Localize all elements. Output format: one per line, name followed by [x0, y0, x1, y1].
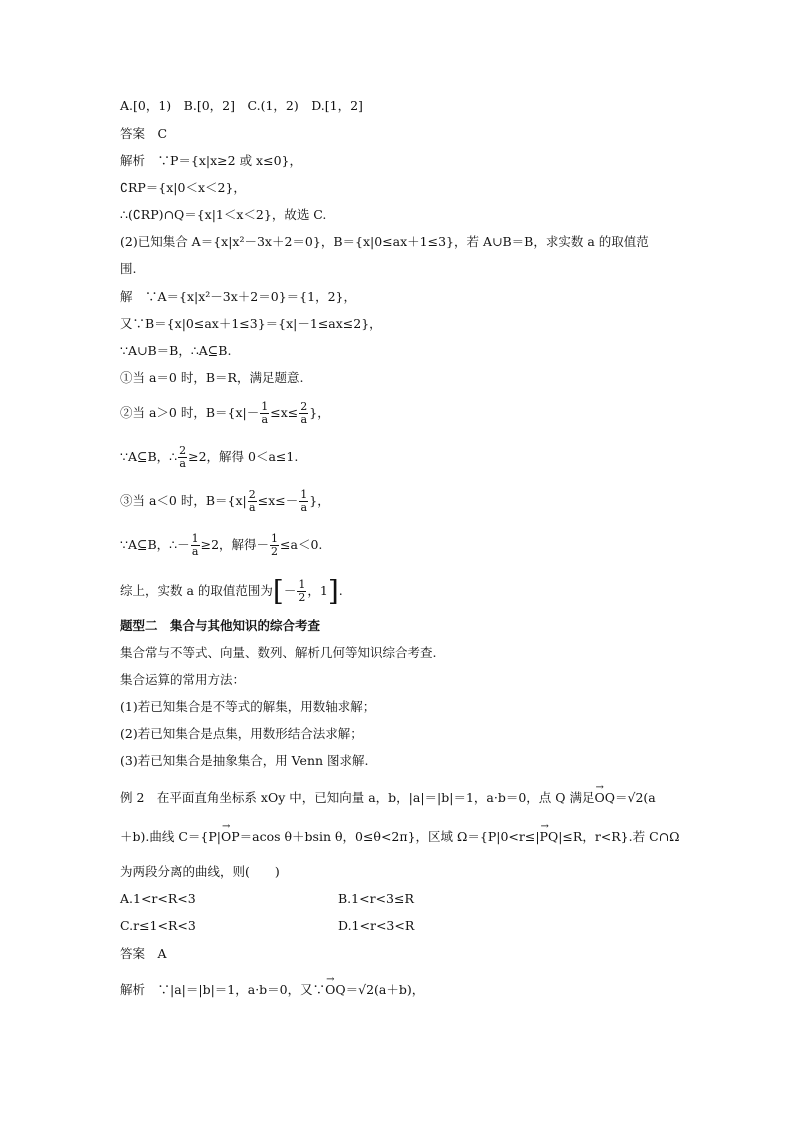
solution-line-4: ①当 a＝0 时，B＝R，满足题意. [120, 370, 304, 385]
fraction: $\frac{1}{a}$ [300, 488, 308, 514]
solution-conclusion: 综上，实数 a 的取值范围为[－ $\frac{1}{2}$ ，1]. [120, 574, 343, 608]
fraction: $\frac{2}{a}$ [179, 444, 187, 470]
vector-oq: → OQ [595, 790, 616, 806]
solution-line-1: 解 ∵A＝{x|x²－3x＋2＝0}＝{1，2}， [120, 289, 356, 304]
example-line-2: ＋b).曲线 C＝{P|→ OP＝acos θ＋bsin θ，0≤θ<2π}，区域 Ω＝{P|0<r≤|→ PQ|≤R，r<R}.若 C∩Ω [120, 829, 679, 845]
answer-label-2: 答案 A [120, 946, 167, 961]
option-d: D.1<r<3<R [338, 918, 415, 933]
analysis-line-4: 解析 ∵|a|＝|b|＝1，a·b＝0，又∵→ OQ＝√2(a＋b)， [120, 982, 424, 998]
fraction: $\frac{1}{2}$ [271, 532, 279, 558]
paragraph-1: 集合常与不等式、向量、数列、解析几何等知识综合考查. [120, 645, 437, 660]
solution-line-5: ②当 a＞0 时，B＝{x|－ $\frac{1}{a}$ ≤x≤ $\frac{2}{a}$ }， [120, 400, 330, 426]
solution-line-2: 又∵B＝{x|0≤ax＋1≤3}＝{x|－1≤ax≤2}， [120, 316, 382, 331]
left-bracket: [ [272, 574, 284, 608]
question-2-line-1: (2)已知集合 A＝{x|x²－3x＋2＝0}，B＝{x|0≤ax＋1≤3}，若 A∪B＝B，求实数 a 的取值范 [120, 234, 649, 249]
fraction: $\frac{1}{a}$ [191, 532, 199, 558]
vector-oq: → OQ [325, 982, 346, 998]
analysis-line-3: ∴(∁RP)∩Q＝{x|1＜x＜2}，故选 C. [120, 207, 327, 222]
solution-line-6: ∵A⊆B，∴ $\frac{2}{a}$ ≥2，解得 0＜a≤1. [120, 444, 299, 470]
paragraph-5: (3)若已知集合是抽象集合，用 Venn 图求解. [120, 753, 369, 768]
options-line: A.[0，1) B.[0，2] C.(1，2) D.[1，2] [120, 98, 363, 113]
fraction: $\frac{1}{2}$ [298, 578, 306, 604]
option-b: B.1<r<3≤R [338, 891, 414, 906]
example-line-3: 为两段分离的曲线，则( ) [120, 864, 280, 879]
fraction: $\frac{2}{a}$ [300, 400, 308, 426]
paragraph-2: 集合运算的常用方法： [120, 672, 246, 687]
question-2-line-2: 围. [120, 261, 137, 276]
fraction: $\frac{1}{a}$ [261, 400, 269, 426]
section-heading: 题型二 集合与其他知识的综合考查 [120, 618, 321, 633]
fraction: $\frac{2}{a}$ [248, 488, 256, 514]
solution-line-3: ∵A∪B＝B，∴A⊆B. [120, 343, 232, 358]
paragraph-4: (2)若已知集合是点集，用数形结合法求解； [120, 726, 363, 741]
analysis-line-1: 解析 ∵P＝{x|x≥2 或 x≤0}， [120, 153, 302, 168]
vector-pq: → PQ [540, 829, 559, 845]
analysis-line-2: ∁RP＝{x|0＜x＜2}， [120, 180, 246, 195]
example-line-1: 例 2 在平面直角坐标系 xOy 中，已知向量 a，b，|a|＝|b|＝1，a·b＝0，点 Q 满足→ OQ＝√2(a [120, 790, 656, 806]
solution-line-7: ③当 a＜0 时，B＝{x| $\frac{2}{a}$ ≤x≤－ $\frac{1}{a}$ }， [120, 488, 330, 514]
option-c: C.r≤1<R<3 [120, 918, 196, 933]
vector-op: → OP [221, 829, 240, 845]
solution-line-8: ∵A⊆B，∴－ $\frac{1}{a}$ ≥2，解得－ $\frac{1}{2}$ ≤a＜0. [120, 532, 323, 558]
right-bracket: ] [327, 574, 339, 608]
option-a: A.1<r<R<3 [120, 891, 196, 906]
answer-label: 答案 C [120, 126, 168, 141]
paragraph-3: (1)若已知集合是不等式的解集，用数轴求解； [120, 699, 376, 714]
